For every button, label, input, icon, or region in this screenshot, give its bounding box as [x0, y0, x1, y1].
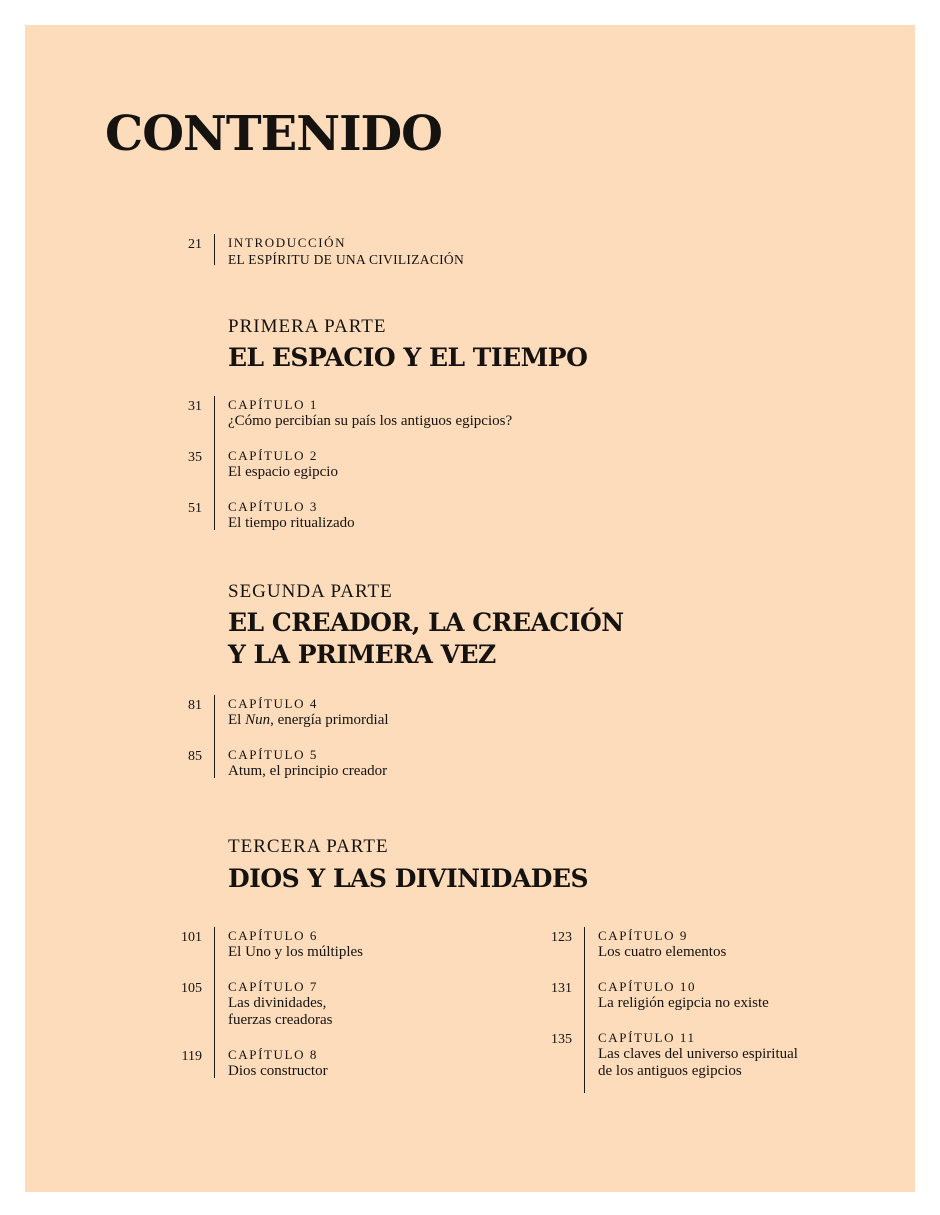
page-number: 119 [181, 1049, 202, 1064]
part-label-1: PRIMERA PARTE [228, 316, 387, 337]
toc-entry-chapter-10[interactable] [551, 978, 798, 1012]
toc-group-part-3-right [551, 927, 798, 1093]
chapter-label: CAPÍTULO 9 [598, 928, 689, 943]
page-number: 105 [181, 981, 202, 996]
part-title-3 [228, 863, 588, 895]
page-number: 35 [188, 450, 202, 465]
chapter-title: Las claves del universo espiritual de los antiguos egipcios [598, 1046, 798, 1079]
chapter-title: El Nun, energía primordial [228, 712, 389, 728]
chapter-title: Los cuatro elementos [598, 944, 727, 960]
chapter-label: CAPÍTULO 8 [228, 1047, 319, 1062]
page [25, 25, 915, 1192]
chapter-title: El espacio egipcio [228, 464, 338, 480]
chapter-label: CAPÍTULO 5 [228, 747, 319, 762]
chapter-label: CAPÍTULO 2 [228, 448, 319, 463]
chapter-title: El tiempo ritualizado [228, 515, 355, 531]
chapter-title: Atum, el principio creador [228, 763, 388, 779]
toc-group-intro [188, 234, 465, 267]
part-title-line: EL ESPACIO Y EL TIEMPO [228, 343, 588, 372]
chapter-title: Las divinidades, fuerzas creadoras [228, 995, 333, 1028]
page-number: 85 [188, 749, 202, 764]
part-title-1 [228, 342, 587, 374]
page-number: 123 [551, 930, 572, 945]
toc-group-part-2 [188, 695, 389, 779]
chapter-label: CAPÍTULO 7 [228, 979, 319, 994]
chapter-label: CAPÍTULO 10 [598, 979, 697, 994]
page-number: 81 [188, 698, 202, 713]
toc-entry-chapter-11[interactable] [551, 1029, 798, 1080]
chapter-label: CAPÍTULO 3 [228, 499, 319, 514]
part-title-2 [228, 607, 624, 671]
page-title: CONTENIDO [105, 106, 442, 162]
page-number: 31 [188, 399, 202, 414]
part-label-2: SEGUNDA PARTE [228, 581, 393, 602]
toc-entry-chapter-4[interactable] [188, 695, 389, 729]
chapter-title: La religión egipcia no existe [598, 995, 769, 1011]
page-number: 135 [551, 1032, 572, 1047]
part-label-3: TERCERA PARTE [228, 836, 389, 857]
page-number: 21 [188, 237, 202, 252]
toc-group-part-3-left [181, 927, 363, 1079]
part-title-line: DIOS Y LAS DIVINIDADES [228, 864, 589, 893]
page-number: 51 [188, 501, 202, 516]
chapter-title: ¿Cómo percibían su país los antiguos egipcios? [228, 413, 513, 429]
chapter-label: CAPÍTULO 11 [598, 1030, 696, 1045]
toc-entry-chapter-8[interactable] [181, 1046, 363, 1080]
part-title-line: Y LA PRIMERA VEZ [228, 640, 496, 669]
toc-entry-chapter-6[interactable] [181, 927, 363, 961]
page-number: 101 [181, 930, 202, 945]
toc-entry-chapter-1[interactable] [188, 396, 513, 430]
chapter-label: CAPÍTULO 6 [228, 928, 319, 943]
toc-entry-chapter-3[interactable] [188, 498, 512, 532]
page-number: 131 [551, 981, 572, 996]
toc-group-part-1 [188, 396, 513, 531]
toc-entry-chapter-7[interactable] [181, 978, 363, 1029]
toc-entry-chapter-5[interactable] [188, 746, 389, 780]
chapter-title: Dios constructor [228, 1063, 328, 1079]
toc-entry-intro[interactable] [188, 234, 465, 268]
entry-title: EL ESPÍRITU DE UNA CIVILIZACIÓN [228, 252, 465, 267]
toc-entry-chapter-9[interactable] [551, 927, 798, 961]
chapter-label: CAPÍTULO 4 [228, 696, 319, 711]
part-title-line: EL CREADOR, LA CREACIÓN [228, 608, 624, 637]
chapter-label: CAPÍTULO 1 [228, 397, 319, 412]
toc-entry-chapter-2[interactable] [188, 447, 512, 481]
chapter-title: El Uno y los múltiples [228, 944, 363, 960]
italic-term: Nun [245, 712, 271, 728]
entry-label: INTRODUCCIÓN [228, 235, 347, 250]
